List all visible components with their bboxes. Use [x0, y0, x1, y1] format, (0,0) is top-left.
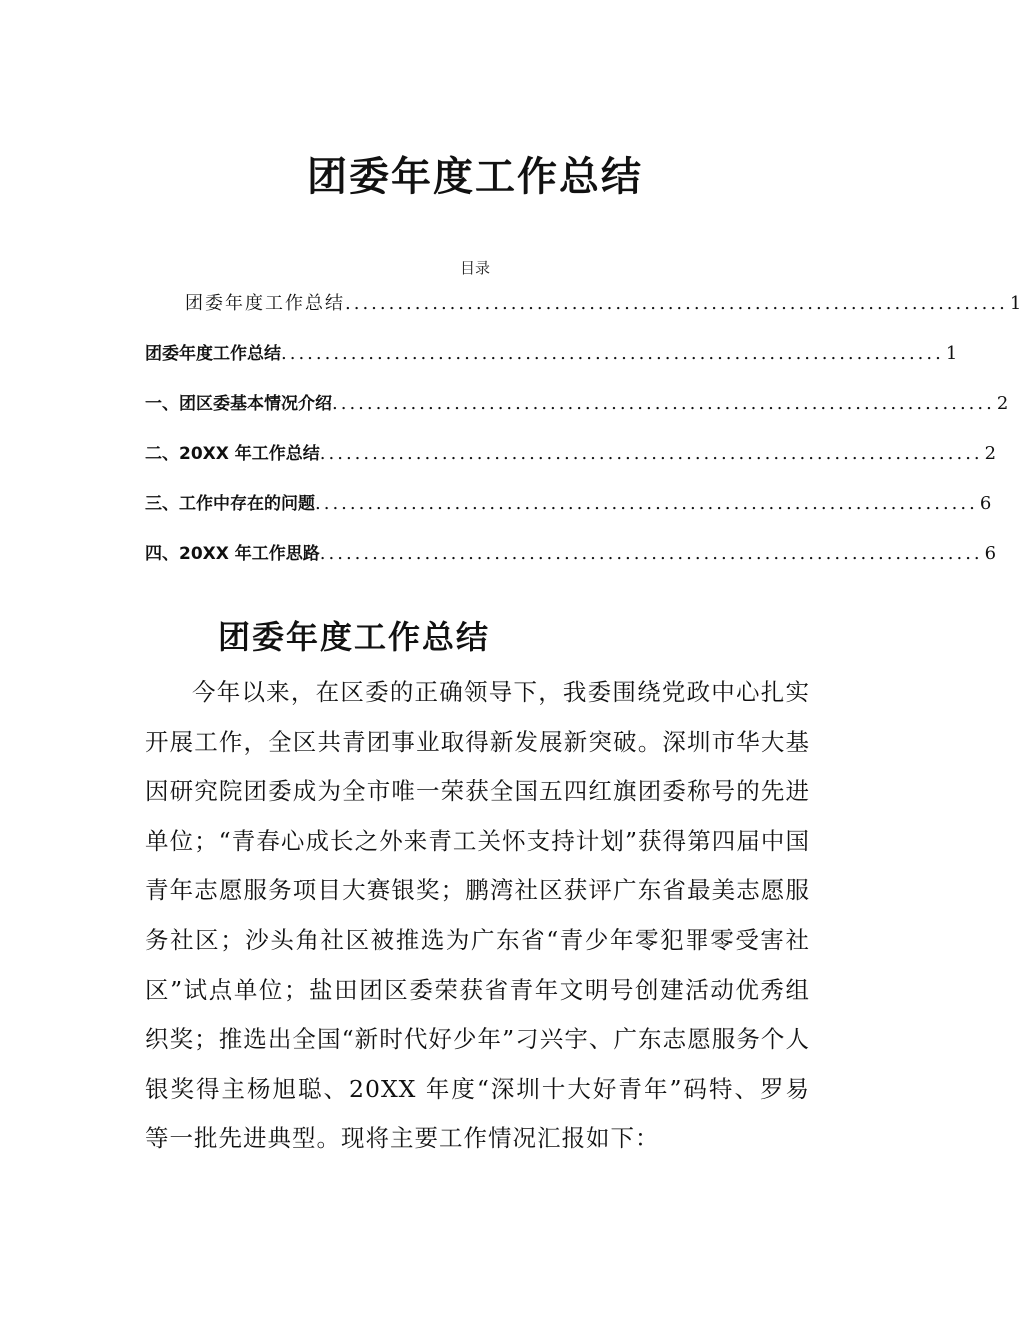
toc-leader-dots: ............................................................................	[281, 343, 944, 364]
toc-entry[interactable]	[145, 338, 958, 388]
section-title: 团委年度工作总结	[218, 618, 491, 656]
toc-leader-dots: ............................................................................	[332, 393, 995, 414]
toc-leader-dots: ............................................................................	[319, 443, 983, 464]
toc-entry[interactable]	[145, 388, 1009, 438]
toc-entry[interactable]	[145, 438, 997, 488]
toc-entry-label: 三、工作中存在的问题	[145, 494, 315, 514]
toc-entry-page: 1	[945, 343, 958, 364]
toc-entry-label: 团委年度工作总结	[145, 344, 281, 364]
toc-leader-dots: ............................................................................	[315, 493, 978, 514]
toc-entry-page: 6	[984, 543, 997, 564]
toc-entry-page: 2	[996, 393, 1009, 414]
toc-leader-dots: ............................................................................	[345, 293, 1008, 314]
toc-entry-label: 一、团区委基本情况介绍	[145, 394, 332, 414]
toc-entry-page: 6	[979, 493, 992, 514]
toc-entry[interactable]	[145, 488, 992, 538]
toc-entry[interactable]	[145, 538, 997, 588]
toc-entry-label: 团委年度工作总结	[185, 293, 345, 314]
toc-entry-label: 四、20XX 年工作思路	[145, 544, 320, 564]
document-title: 团委年度工作总结	[307, 154, 643, 200]
toc-entry-page: 2	[984, 443, 997, 464]
table-of-contents	[145, 288, 1021, 588]
toc-entry-label: 二、20XX 年工作总结	[145, 444, 320, 464]
toc-leader-dots: ............................................................................	[319, 543, 983, 564]
toc-entry[interactable]	[145, 288, 1021, 338]
toc-entry-page: 1	[1009, 293, 1021, 314]
body-paragraph: 今年以来，在区委的正确领导下，我委围绕党政中心扎实开展工作，全区共青团事业取得新发展新突破。深圳市华大基因研究院团委成为全市唯一荣获全国五四红旗团委称号的先进单位；“青春心成长之外来青工关怀支持计划”获得第四届中国青年志愿服务项目大赛银奖；鹏湾社区获评广东省最美志愿服务社区；沙头角社区被推选为广东省“青少年零犯罪零受害社区”试点单位；盐田团区委荣获省青年文明号创建活动优秀组织奖；推选出全国“新时代好少年”刁兴宇、广东志愿服务个人银奖得主杨旭聪、20XX 年度“深圳十大好青年”码特、罗易等一批先进典型。现将主要工作情况汇报如下：	[145, 678, 810, 1153]
toc-heading: 目录	[459, 259, 490, 277]
